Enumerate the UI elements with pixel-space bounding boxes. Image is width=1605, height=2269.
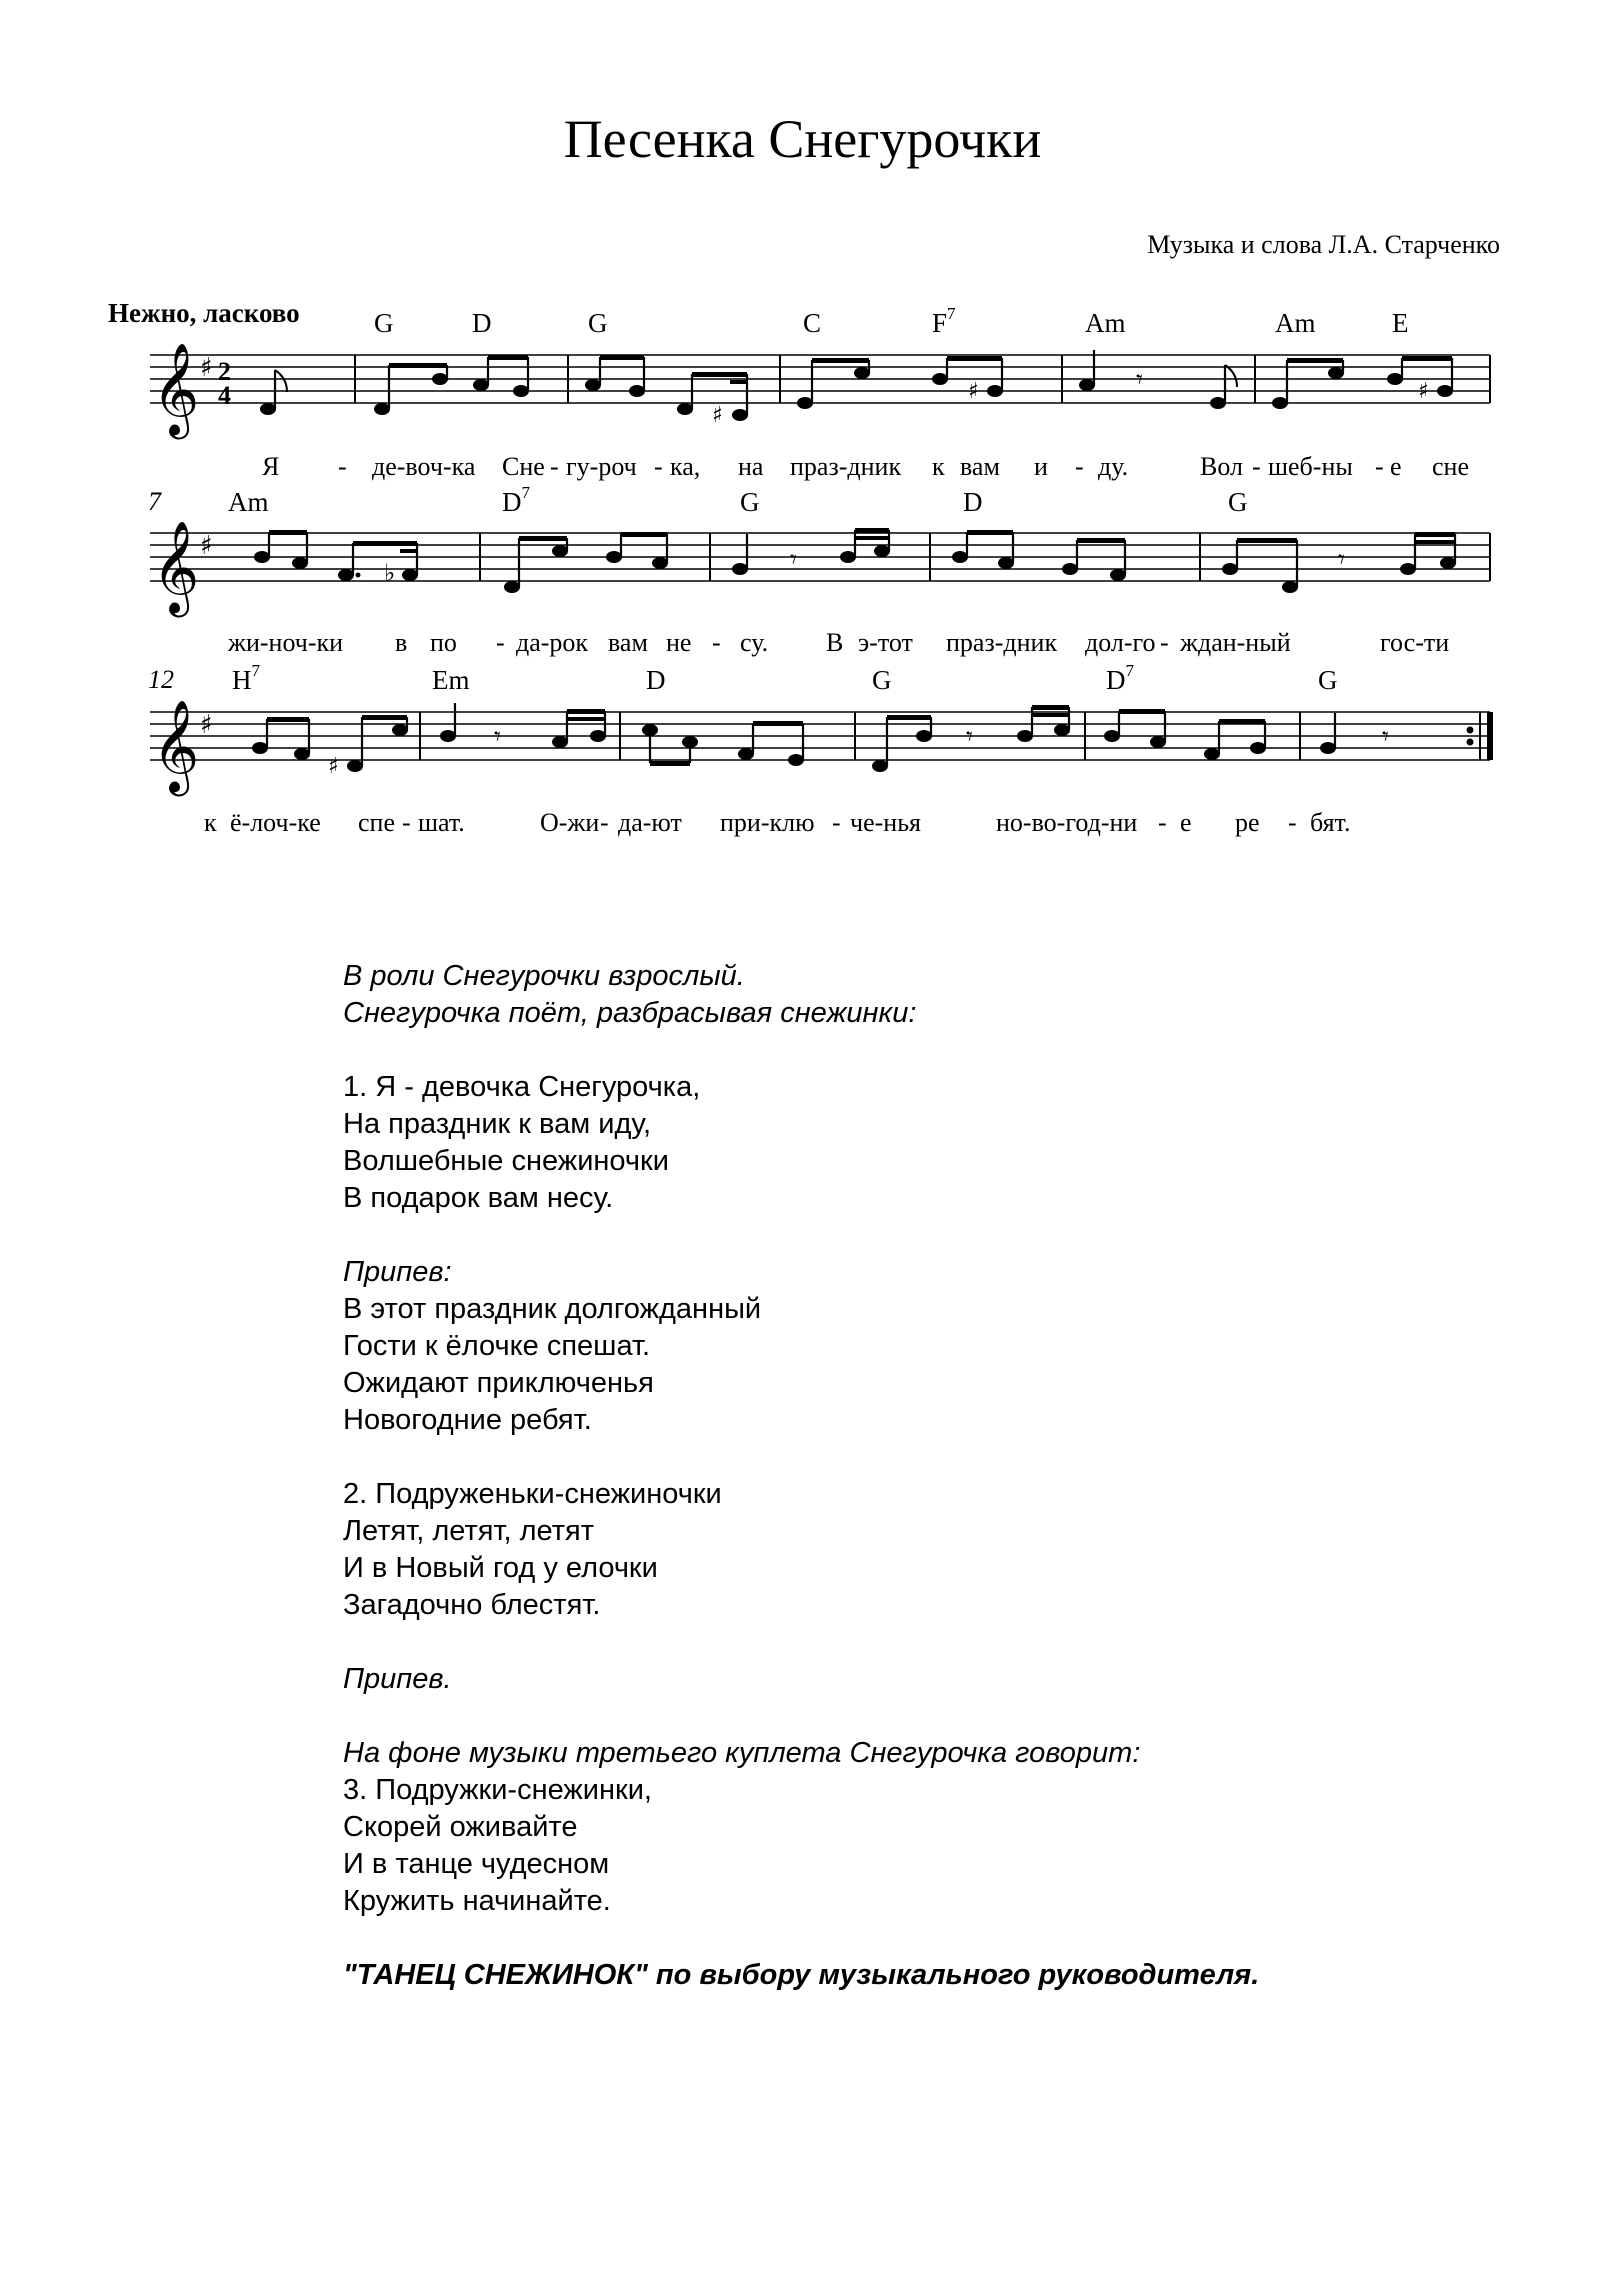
- chord-symbol: C: [803, 308, 822, 338]
- lyric-syllable: О-жи: [540, 808, 600, 837]
- stage-direction: На фоне музыки третьего куплета Снегурочка говорит:: [343, 1737, 1141, 1769]
- lyric-syllable: -: [1252, 452, 1261, 481]
- verse-line: 3. Подружки-снежинки,: [343, 1774, 652, 1806]
- lyric-syllable: -: [402, 808, 411, 837]
- key-signature-sharp-icon: ♯: [200, 353, 213, 383]
- lyric-syllable: -: [1375, 452, 1384, 481]
- lyric-syllable: ре: [1235, 808, 1260, 837]
- svg-text:♭: ♭: [384, 559, 396, 587]
- time-signature: 2: [218, 357, 231, 386]
- svg-text:♯: ♯: [1418, 379, 1429, 404]
- page-title: Песенка Снегурочки: [563, 109, 1042, 169]
- chord-symbol: G: [374, 308, 394, 338]
- lyric-syllable: сне: [1432, 452, 1469, 481]
- time-signature: 4: [218, 381, 231, 410]
- music-staff: [0, 508, 1605, 648]
- verse-line: Скорей оживайте: [343, 1811, 578, 1843]
- chord-symbol: Am: [1275, 308, 1316, 338]
- lyric-syllable: при-клю: [720, 808, 815, 837]
- verse-line: Загадочно блестят.: [343, 1589, 601, 1621]
- lyrics-text: [343, 958, 1493, 1994]
- lyric-syllable: -: [496, 628, 505, 657]
- chorus-label: Припев.: [343, 1663, 452, 1695]
- bar-number: 12: [148, 665, 174, 694]
- lyric-syllable: не: [666, 628, 692, 657]
- treble-clef-icon: 𝄞: [152, 342, 200, 435]
- lyric-syllable: праз-дник: [790, 452, 902, 481]
- lyric-syllable: ждан-ный: [1180, 628, 1291, 657]
- verse-line: И в Новый год у елочки: [343, 1552, 658, 1584]
- music-staff: [0, 687, 1605, 827]
- chord-symbol: G: [740, 487, 760, 517]
- chord-symbol: Em: [432, 665, 470, 695]
- lyric-syllable: но-во-год-ни: [996, 808, 1138, 837]
- stage-direction: В роли Снегурочки взрослый.: [343, 960, 745, 992]
- lyric-syllable: шат.: [418, 808, 465, 837]
- lyric-syllable: де-воч-ка: [372, 452, 476, 481]
- lyric-syllable: к: [932, 452, 945, 481]
- svg-text:𝄾: 𝄾: [1382, 722, 1389, 751]
- svg-text:♯: ♯: [712, 403, 723, 428]
- chorus-line: Гости к ёлочке спешат.: [343, 1330, 651, 1362]
- svg-text:♯: ♯: [328, 754, 339, 779]
- composer-credit: Музыка и слова Л.А. Старченко: [1147, 230, 1500, 259]
- chord-symbol: $H^7$: [232, 661, 260, 695]
- lyric-syllable: да-рок: [516, 628, 589, 657]
- lyric-syllable: -: [550, 452, 559, 481]
- svg-text:𝄾: 𝄾: [1338, 545, 1345, 574]
- lyric-syllable: -: [1160, 628, 1169, 657]
- lyric-syllable: Сне: [502, 452, 545, 481]
- verse-line: На праздник к вам иду,: [343, 1108, 652, 1140]
- chord-symbol: $D^7$: [1106, 661, 1134, 695]
- lyric-syllable: -: [600, 808, 609, 837]
- chord-symbol: G: [1228, 487, 1248, 517]
- lyric-syllable: су.: [740, 628, 769, 657]
- key-signature-sharp-icon: ♯: [200, 531, 213, 561]
- lyric-syllable: праз-дник: [946, 628, 1058, 657]
- verse-line: Летят, летят, летят: [343, 1515, 594, 1547]
- key-signature-sharp-icon: ♯: [200, 710, 213, 740]
- lyric-syllable: жи-ноч-ки: [228, 628, 344, 657]
- lyric-syllable: -: [654, 452, 663, 481]
- lyric-syllable: э-тот: [858, 628, 913, 657]
- chord-symbol: D: [963, 487, 983, 517]
- verse-line: Кружить начинайте.: [343, 1885, 611, 1917]
- lyric-syllable: бят.: [1310, 808, 1351, 837]
- tempo-marking: Нежно, ласково: [108, 298, 300, 328]
- lyric-syllable: да-ют: [618, 808, 682, 837]
- lyric-syllable: дол-го: [1085, 628, 1156, 657]
- lyric-syllable: е: [1180, 808, 1192, 837]
- lyric-syllable: вам: [960, 452, 1000, 481]
- music-staff: [0, 330, 1605, 470]
- lyric-syllable: В: [826, 628, 844, 657]
- verse-line: И в танце чудесном: [343, 1848, 610, 1880]
- lyric-syllable: на: [738, 452, 764, 481]
- chord-symbol: D: [472, 308, 492, 338]
- lyric-syllable: е: [1390, 452, 1402, 481]
- bar-number: 7: [148, 487, 161, 516]
- chord-symbol: D: [646, 665, 666, 695]
- lyric-syllable: Я: [262, 452, 280, 481]
- verse-line: 1. Я - девочка Снегурочка,: [343, 1071, 701, 1103]
- treble-clef-icon: 𝄞: [152, 520, 200, 613]
- chorus-line: Новогодние ребят.: [343, 1404, 592, 1436]
- svg-text:𝄾: 𝄾: [966, 722, 973, 751]
- lyric-syllable: ду.: [1098, 452, 1129, 481]
- chord-symbol: G: [872, 665, 892, 695]
- lyric-syllable: и: [1034, 452, 1048, 481]
- chord-symbol: E: [1392, 308, 1409, 338]
- lyric-syllable: ё-лоч-ке: [230, 808, 321, 837]
- verse-line: Волшебные снежиночки: [343, 1145, 669, 1177]
- lyric-syllable: -: [1158, 808, 1167, 837]
- lyric-syllable: спе: [358, 808, 395, 837]
- chorus-line: В этот праздник долгожданный: [343, 1293, 762, 1325]
- chord-symbol: $D^7$: [502, 483, 530, 517]
- lyric-syllable: к: [204, 808, 217, 837]
- stage-direction: Снегурочка поёт, разбрасывая снежинки:: [343, 997, 917, 1029]
- lyric-syllable: Вол: [1200, 452, 1243, 481]
- svg-text:𝄾: 𝄾: [494, 722, 501, 751]
- lyric-syllable: -: [832, 808, 841, 837]
- verse-line: 2. Подруженьки-снежиночки: [343, 1478, 722, 1510]
- lyric-syllable: че-нья: [850, 808, 922, 837]
- verse-line: В подарок вам несу.: [343, 1182, 614, 1214]
- chord-symbol: G: [1318, 665, 1338, 695]
- dance-instruction: "ТАНЕЦ СНЕЖИНОК" по выбору музыкального руководителя.: [343, 1959, 1260, 1991]
- lyric-syllable: в: [395, 628, 408, 657]
- lyric-syllable: -: [1075, 452, 1084, 481]
- lyric-syllable: -: [712, 628, 721, 657]
- treble-clef-icon: 𝄞: [152, 699, 200, 792]
- lyric-syllable: шеб-ны: [1268, 452, 1353, 481]
- lyric-syllable: -: [338, 452, 347, 481]
- lyric-syllable: вам: [608, 628, 648, 657]
- chord-symbol: Am: [1085, 308, 1126, 338]
- chorus-label: Припев:: [343, 1256, 452, 1288]
- chord-symbol: G: [588, 308, 608, 338]
- lyric-syllable: гу-роч: [566, 452, 637, 481]
- svg-text:𝄾: 𝄾: [790, 545, 797, 574]
- chorus-line: Ожидают приключенья: [343, 1367, 654, 1399]
- lyric-syllable: по: [430, 628, 457, 657]
- svg-text:♯: ♯: [968, 379, 979, 404]
- lyric-syllable: гос-ти: [1380, 628, 1450, 657]
- chord-symbol: $F^7$: [932, 304, 956, 338]
- svg-text:𝄾: 𝄾: [1136, 365, 1143, 394]
- lyric-syllable: ка,: [670, 452, 701, 481]
- chord-symbol: Am: [228, 487, 269, 517]
- lyric-syllable: -: [1288, 808, 1297, 837]
